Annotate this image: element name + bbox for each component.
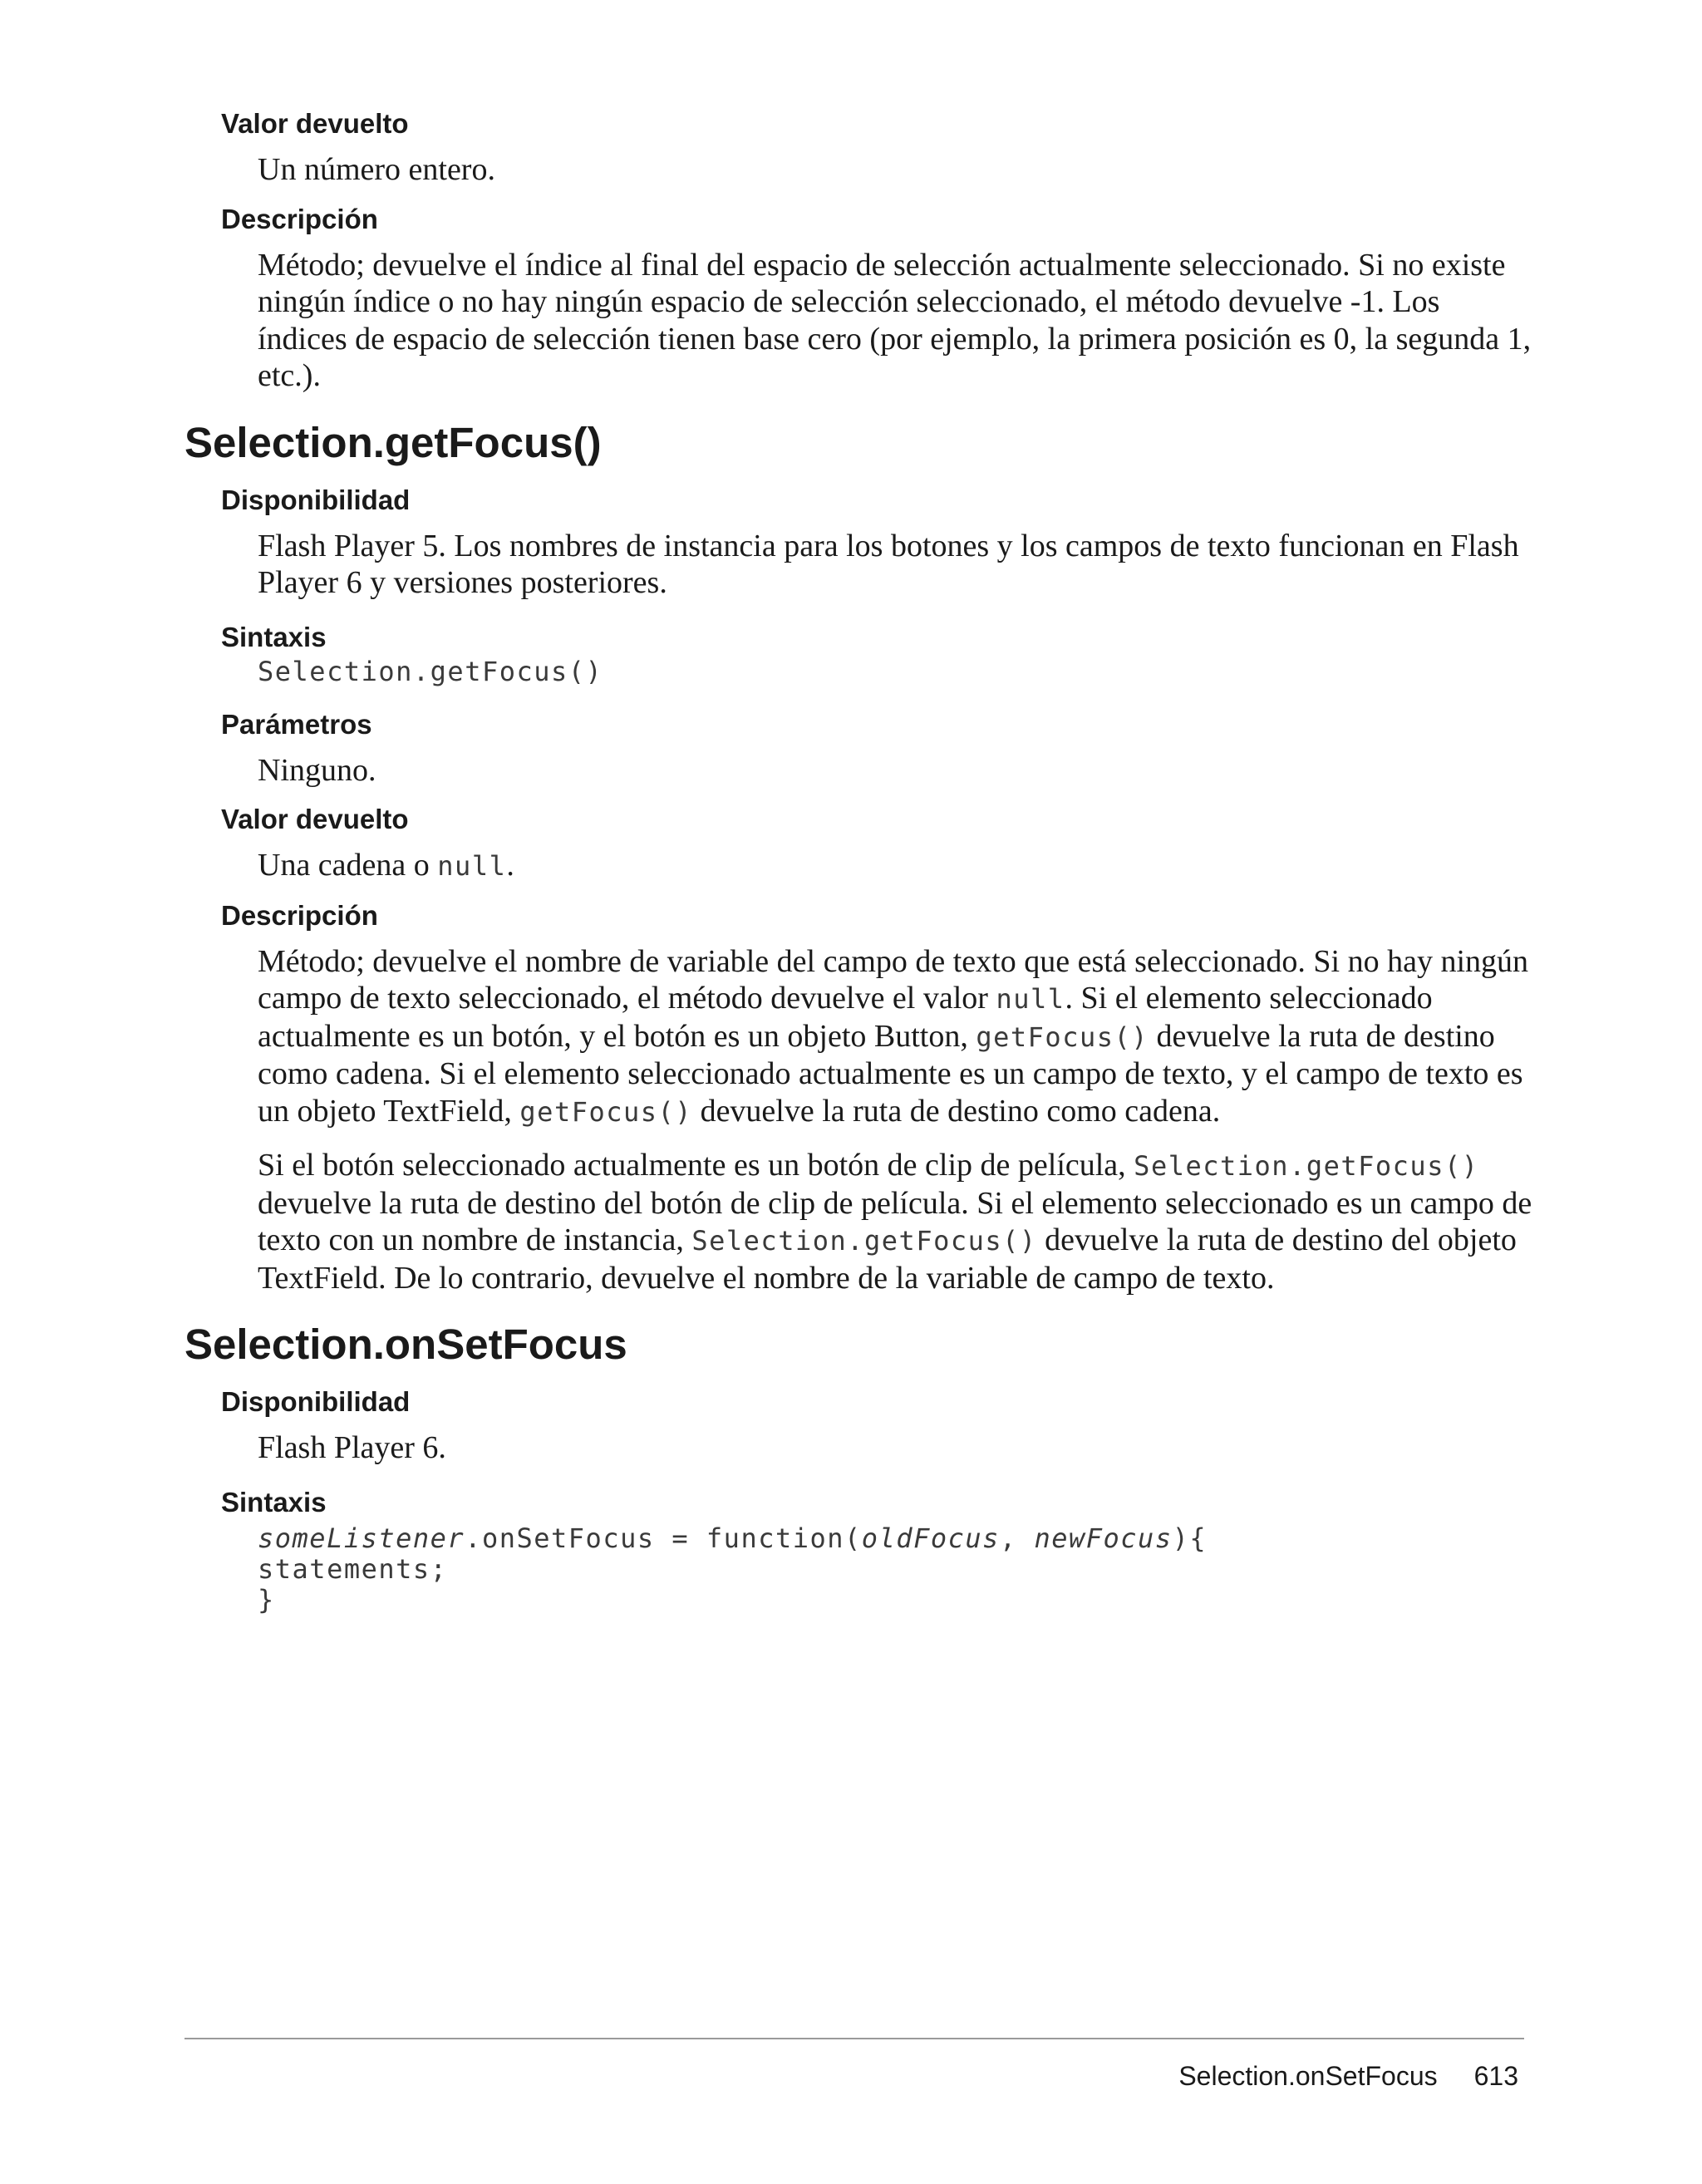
getfocus-description-p1: Método; devuelve el nombre de variable del campo de texto que está seleccionado. Si no hay ningún campo de texto seleccionado, el método devuelve el valor null. Si el elemento seleccionado actualmente es un botón, y el botón es un objeto Button, getFocus() devuelve la ruta de destino como cadena. Si el elemento seleccionado actualmente es un campo de texto, y el campo de texto es un objeto TextField, getFocus() devuelve la ruta de destino como cadena. — [258, 943, 1529, 1129]
footer-divider — [184, 2038, 1524, 2039]
getfocus-return-text: Una cadena o null. — [258, 848, 514, 883]
getfocus-description-p2: Si el botón seleccionado actualmente es un botón de clip de película, Selection.getFocus() devuelve la ruta de destino del botón de clip de película. Si el elemento seleccionado es un campo de texto con un nombre de instancia, Selection.getFocus() devuelve la ruta de destino del objeto TextField. De lo contrario, devuelve el nombre de la variable de campo de texto. — [258, 1148, 1532, 1296]
getfocus-syntax-code: Selection.getFocus() — [258, 655, 603, 687]
onsetfocus-syntax-heading: Sintaxis — [221, 1486, 327, 1517]
getfocus-availability-text: Flash Player 5. Los nombres de instancia para los botones y los campos de texto funcionan en Flash Player 6 y versiones posteriores. — [258, 528, 1519, 600]
running-title: Selection.onSetFocus — [1178, 2061, 1438, 2091]
getfocus-description-heading: Descripción — [221, 899, 378, 931]
onsetfocus-syntax-code: someListener.onSetFocus = function(oldFocus, newFocus){ statements; } — [258, 1522, 1208, 1616]
return-value-text: Un número entero. — [258, 152, 495, 187]
description-heading: Descripción — [221, 203, 378, 234]
getfocus-params-heading: Parámetros — [221, 708, 372, 740]
return-value-heading: Valor devuelto — [221, 108, 409, 139]
getfocus-syntax-heading: Sintaxis — [221, 621, 327, 652]
null-code: null — [437, 850, 507, 882]
page-footer — [1178, 2061, 1518, 2092]
getfocus-return-heading: Valor devuelto — [221, 804, 409, 834]
onsetfocus-title: Selection.onSetFocus — [184, 1321, 627, 1368]
getfocus-params-text: Ninguno. — [258, 752, 376, 788]
getfocus-title: Selection.getFocus() — [184, 418, 602, 466]
description-text: Método; devuelve el índice al final del espacio de selección actualmente seleccionado. Si no existe ningún índice o no hay ningún espacio de selección seleccionado, el método devuelve -1. Los índices de espacio de selección tienen base cero (por ejemplo, la primera posición es 0, la segunda 1, etc.). — [258, 247, 1532, 393]
getfocus-availability-heading: Disponibilidad — [221, 484, 411, 515]
onsetfocus-availability-text: Flash Player 6. — [258, 1430, 446, 1465]
page-content — [184, 106, 1535, 1616]
page-number: 613 — [1473, 2061, 1518, 2091]
onsetfocus-availability-heading: Disponibilidad — [221, 1386, 411, 1417]
